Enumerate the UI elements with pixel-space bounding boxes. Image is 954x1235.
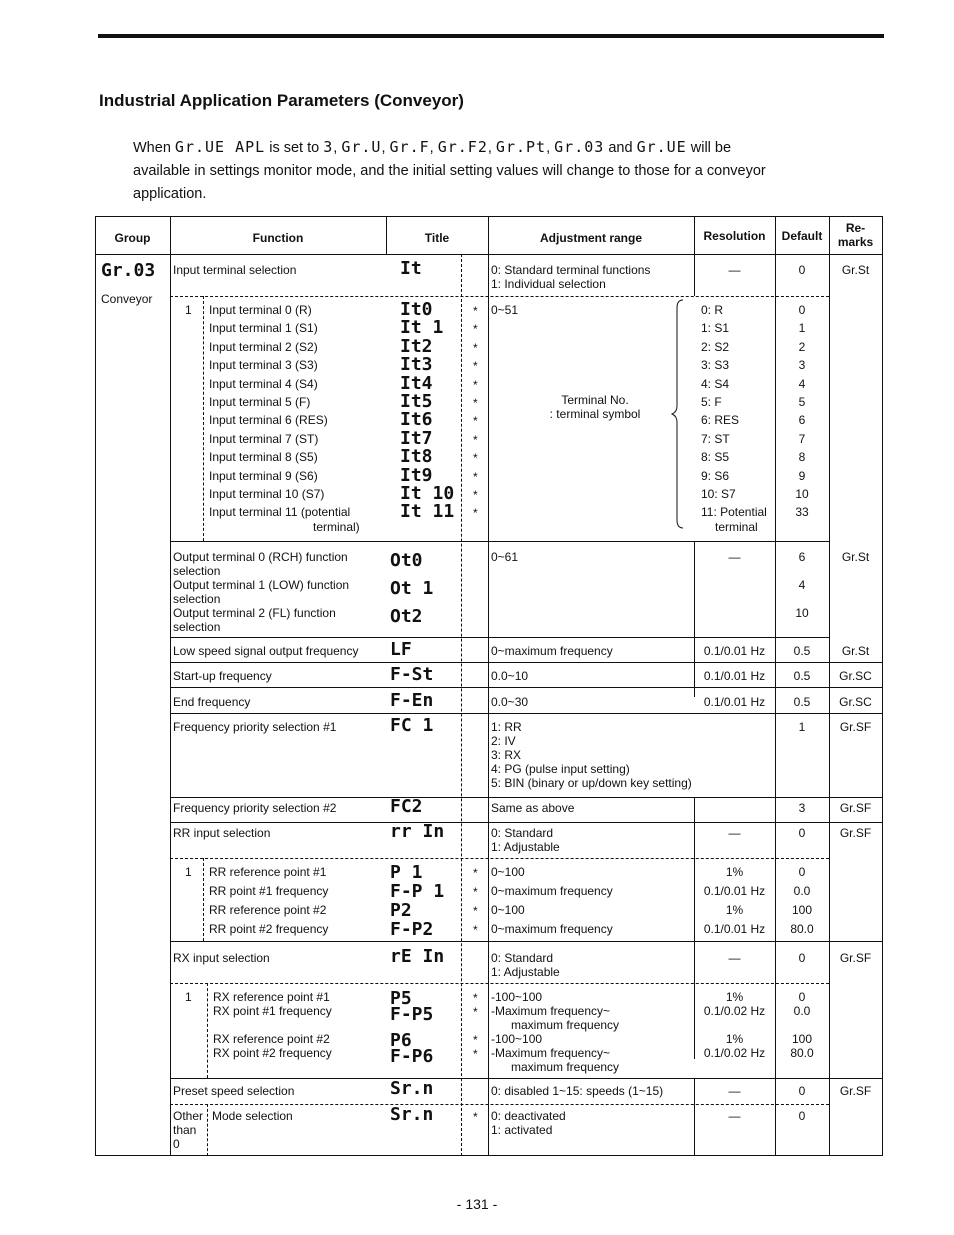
title-cell: FC 1 [390,715,434,736]
resolution-cell: 0.1/0.01 Hz [703,695,766,709]
star-mark: * [473,991,478,1005]
range-line: 4: PG (pulse input setting) [491,762,630,776]
function-cell: Output terminal 1 (LOW) function [173,578,350,592]
note-line: Terminal No. [561,393,629,407]
title-cell: P6 [390,1030,412,1051]
star-mark: * [473,396,478,410]
default-cell: 80.0 [790,1046,814,1060]
star-mark: * [473,304,478,318]
star-mark: * [473,1110,478,1124]
title-cell: It3 [400,354,433,375]
header-title: Title [424,231,450,245]
range-value: 7: ST [701,432,730,446]
title-cell: Sr.n [390,1078,434,1099]
function-cell: RX point #2 frequency [213,1046,332,1060]
function-cell: RR input selection [173,826,271,840]
range-cell [491,826,560,854]
function-cell: Input terminal 3 (S3) [209,358,318,372]
default-cell: 6 [798,550,806,564]
default-cell: 4 [798,578,806,592]
remarks-cell: Gr.St [841,263,870,277]
range-cell: 0~51 [491,303,519,317]
star-mark: * [473,451,478,465]
function-cell: RR reference point #1 [209,865,327,879]
title-cell: F-P5 [390,1004,434,1025]
title-cell: It2 [400,336,433,357]
function-cell: RR point #2 frequency [209,922,329,936]
intro-line: application. [133,186,207,202]
default-cell: 0.5 [793,669,811,683]
title-cell: rE In [390,946,445,967]
title-cell: It 11 [400,501,455,522]
default-cell: 7 [798,432,806,446]
function-cell: Input terminal 2 (S2) [209,340,318,354]
function-cell: Mode selection [212,1109,293,1123]
function-cell: RX reference point #1 [213,990,330,1004]
range-line: 0: Standard [491,826,554,840]
resolution-cell: 1% [725,990,744,1004]
intro-line: available in settings monitor mode, and the initial setting values will change to those for a conveyor [133,163,766,179]
title-cell: F-En [390,690,434,711]
parameter-table [95,216,883,1156]
star-mark: * [473,866,478,880]
range-value: 2: S2 [701,340,730,354]
remarks-cell: Gr.SF [839,826,872,840]
range-cell: 0~61 [491,550,519,564]
level-number: 1 [185,865,192,879]
segment-code: Gr.UE APL [174,138,266,156]
star-mark: * [473,1033,478,1047]
range-cell: 0~maximum frequency [491,922,613,936]
range-cell: 0.0~30 [491,695,529,709]
intro-word: will be [690,140,732,156]
star-mark: * [473,322,478,336]
remarks-cell: Gr.SF [839,1084,872,1098]
function-cell: Input terminal 11 (potential [209,505,351,519]
title-cell: F-St [390,664,434,685]
function-cell: Frequency priority selection #2 [173,801,337,815]
range-cell: terminal [715,520,758,534]
terminal-note [525,393,665,421]
default-cell: 100 [791,903,813,917]
resolution-cell: 1% [725,865,744,879]
function-cell: selection [173,620,221,634]
range-cell: maximum frequency [511,1060,620,1074]
comma: , [381,140,386,156]
star-mark: * [473,885,478,899]
header-default: Default [781,229,823,243]
range-cell: 0.0~10 [491,669,529,683]
title-cell: F-P 1 [390,881,445,902]
segment-code: Gr.F [389,138,430,156]
range-value: 6: RES [701,413,740,427]
range-value: 0: R [701,303,724,317]
title-cell: It7 [400,428,433,449]
star-mark: * [473,359,478,373]
default-cell: 100 [791,1032,813,1046]
range-cell: 0~100 [491,903,525,917]
star-mark: * [473,341,478,355]
note-line: : terminal symbol [549,407,641,421]
range-value: 5: F [701,395,722,409]
default-cell: 5 [798,395,806,409]
page-number: - 131 - [456,1196,498,1212]
remarks-cell: Gr.SF [839,951,872,965]
function-cell: Input terminal 6 (RES) [209,413,328,427]
star-mark: * [473,433,478,447]
comma: , [546,140,551,156]
range-line: 0: deactivated [491,1109,566,1123]
remarks-cell: Gr.St [841,644,870,658]
resolution-cell: — [728,1109,741,1123]
range-cell: maximum frequency [511,1018,620,1032]
star-mark: * [473,378,478,392]
function-cell: terminal) [313,520,360,534]
comma: , [429,140,434,156]
intro-word: is set to [269,140,320,156]
other-line: Other [173,1109,204,1123]
remarks-cell: Gr.SF [839,720,872,734]
resolution-cell: 0.1/0.02 Hz [703,1046,766,1060]
resolution-cell: — [728,826,741,840]
header-range: Adjustment range [539,231,642,245]
default-cell: 33 [795,505,809,519]
remarks-cell: Gr.SC [839,695,872,709]
level-number: 1 [185,303,192,317]
function-cell: Preset speed selection [173,1084,295,1098]
range-cell [491,720,692,790]
header-remarks [829,221,882,249]
resolution-cell: 0.1/0.01 Hz [703,884,766,898]
title-cell: Ot 1 [390,578,434,599]
range-line: 1: Individual selection [491,277,606,291]
range-line: 5: BIN (binary or up/down key setting) [491,776,692,790]
page-title: Industrial Application Parameters (Conveyor) [99,91,464,110]
default-cell: 9 [798,469,806,483]
star-mark: * [473,904,478,918]
function-cell: Input terminal 8 (S5) [209,450,318,464]
title-cell: It 10 [400,483,455,504]
function-cell: selection [173,592,221,606]
segment-code: Gr.U [341,138,382,156]
range-value: 10: S7 [701,487,736,501]
range-line: 1: Adjustable [491,840,560,854]
default-cell: 80.0 [790,922,814,936]
range-line: 0: Standard [491,951,554,965]
default-cell: 0 [798,1084,806,1098]
other-line: than [173,1123,197,1137]
default-cell: 0 [798,865,806,879]
other-line: 0 [173,1137,180,1151]
title-cell: It5 [400,391,433,412]
default-cell: 6 [798,413,806,427]
remarks-cell: Gr.SF [839,801,872,815]
segment-code: Gr.03 [554,138,605,156]
function-cell: Start-up frequency [173,669,272,683]
default-cell: 2 [798,340,806,354]
range-cell: Same as above [491,801,575,815]
resolution-cell: 1% [725,903,744,917]
function-cell: Low speed signal output frequency [173,644,359,658]
star-mark: * [473,1047,478,1061]
group-code: Gr.03 [101,260,156,281]
range-value: 8: S5 [701,450,730,464]
remarks-cell: Gr.SC [839,669,872,683]
title-cell: LF [390,639,412,660]
range-value: 9: S6 [701,469,730,483]
range-cell: -100~100 [491,1032,543,1046]
star-mark: * [473,1005,478,1019]
resolution-cell: 0.1/0.01 Hz [703,644,766,658]
range-cell: -Maximum frequency~ [491,1046,611,1060]
title-cell: It8 [400,446,433,467]
range-cell [491,951,560,979]
range-line: 1: RR [491,720,522,734]
range-cell: -Maximum frequency~ [491,1004,611,1018]
group-name: Conveyor [101,292,153,306]
range-cell [491,263,650,291]
comma: , [333,140,338,156]
resolution-cell: 1% [725,1032,744,1046]
function-cell: RR point #1 frequency [209,884,329,898]
star-mark: * [473,923,478,937]
default-cell: 0 [798,263,806,277]
title-cell: Ot0 [390,550,423,571]
title-cell: Sr.n [390,1104,434,1125]
range-line: 2: IV [491,734,516,748]
star-mark: * [473,488,478,502]
header-function: Function [252,231,304,245]
title-cell: F-P2 [390,919,434,940]
range-line: 1: Adjustable [491,965,560,979]
function-cell: RX input selection [173,951,270,965]
function-cell: selection [173,564,221,578]
segment-code: Gr.UE [636,138,687,156]
title-cell: P 1 [390,862,423,883]
default-cell: 1 [798,321,806,335]
function-cell: Input terminal 9 (S6) [209,469,318,483]
default-cell: 0 [798,1109,806,1123]
title-cell: F-P6 [390,1046,434,1067]
function-cell: End frequency [173,695,251,709]
header-resolution: Resolution [703,229,766,243]
default-cell: 3 [798,801,806,815]
default-cell: 10 [795,606,809,620]
default-cell: 0.5 [793,644,811,658]
default-cell: 8 [798,450,806,464]
title-cell: It4 [400,373,433,394]
resolution-cell: — [728,951,741,965]
header-group: Group [114,231,151,245]
title-cell: It [400,258,422,279]
range-line: 3: RX [491,748,522,762]
default-cell: 10 [795,487,809,501]
function-cell: Input terminal 0 (R) [209,303,312,317]
default-cell: 3 [798,358,806,372]
intro-paragraph [133,136,885,206]
title-cell: It 1 [400,317,444,338]
range-cell: 0~100 [491,865,525,879]
range-line: 1: activated [491,1123,553,1137]
range-line: 0: Standard terminal functions [491,263,651,277]
star-mark: * [473,414,478,428]
function-cell: RX reference point #2 [213,1032,330,1046]
function-cell: Input terminal selection [173,263,297,277]
other-label [173,1109,203,1151]
intro-word: and [608,140,633,156]
segment-code: 3 [323,138,334,156]
range-cell: 0: disabled 1~15: speeds (1~15) [491,1084,664,1098]
function-cell: Input terminal 1 (S1) [209,321,318,335]
function-cell: Frequency priority selection #1 [173,720,337,734]
function-cell: Input terminal 7 (ST) [209,432,319,446]
default-cell: 0.0 [793,1004,811,1018]
function-cell: RR reference point #2 [209,903,327,917]
function-cell: Input terminal 5 (F) [209,395,311,409]
segment-code: Gr.Pt [495,138,547,156]
resolution-cell: 0.1/0.02 Hz [703,1004,766,1018]
resolution-cell: — [728,1084,741,1098]
function-cell: Input terminal 4 (S4) [209,377,318,391]
range-value: 1: S1 [701,321,730,335]
title-cell: It0 [400,299,433,320]
function-cell: Output terminal 0 (RCH) function [173,550,348,564]
range-cell: 0~maximum frequency [491,884,613,898]
title-cell: P5 [390,988,412,1009]
title-cell: FC2 [390,796,423,817]
default-cell: 4 [798,377,806,391]
default-cell: 0.0 [793,884,811,898]
resolution-cell: 0.1/0.01 Hz [703,669,766,683]
title-cell: P2 [390,900,412,921]
resolution-cell: — [728,550,741,564]
default-cell: 0 [798,951,806,965]
top-rule [98,34,884,38]
function-cell: RX point #1 frequency [213,1004,332,1018]
default-cell: 0 [798,990,806,1004]
intro-word: When [133,140,171,156]
range-cell: 0~maximum frequency [491,644,613,658]
function-cell: Output terminal 2 (FL) function [173,606,336,620]
segment-code: Gr.F2 [437,138,488,156]
remarks-cell: Gr.St [841,550,870,564]
range-value: 11: Potential [701,505,767,519]
level-number: 1 [185,990,192,1004]
default-cell: 1 [798,720,806,734]
title-cell: rr In [390,821,445,842]
title-cell: Ot2 [390,606,423,627]
range-value: 3: S3 [701,358,730,372]
range-value: 4: S4 [701,377,730,391]
remarks-2: marks [837,235,874,249]
function-cell: Input terminal 10 (S7) [209,487,325,501]
star-mark: * [473,470,478,484]
star-mark: * [473,506,478,520]
default-cell: 0 [798,303,806,317]
default-cell: 0 [798,826,806,840]
range-cell: -100~100 [491,990,543,1004]
brace-icon [671,298,687,530]
range-cell [491,1109,566,1137]
title-cell: It9 [400,465,433,486]
comma: , [487,140,492,156]
default-cell: 0.5 [793,695,811,709]
resolution-cell: — [728,263,741,277]
title-cell: It6 [400,409,433,430]
resolution-cell: 0.1/0.01 Hz [703,922,766,936]
remarks-1: Re- [845,221,866,235]
